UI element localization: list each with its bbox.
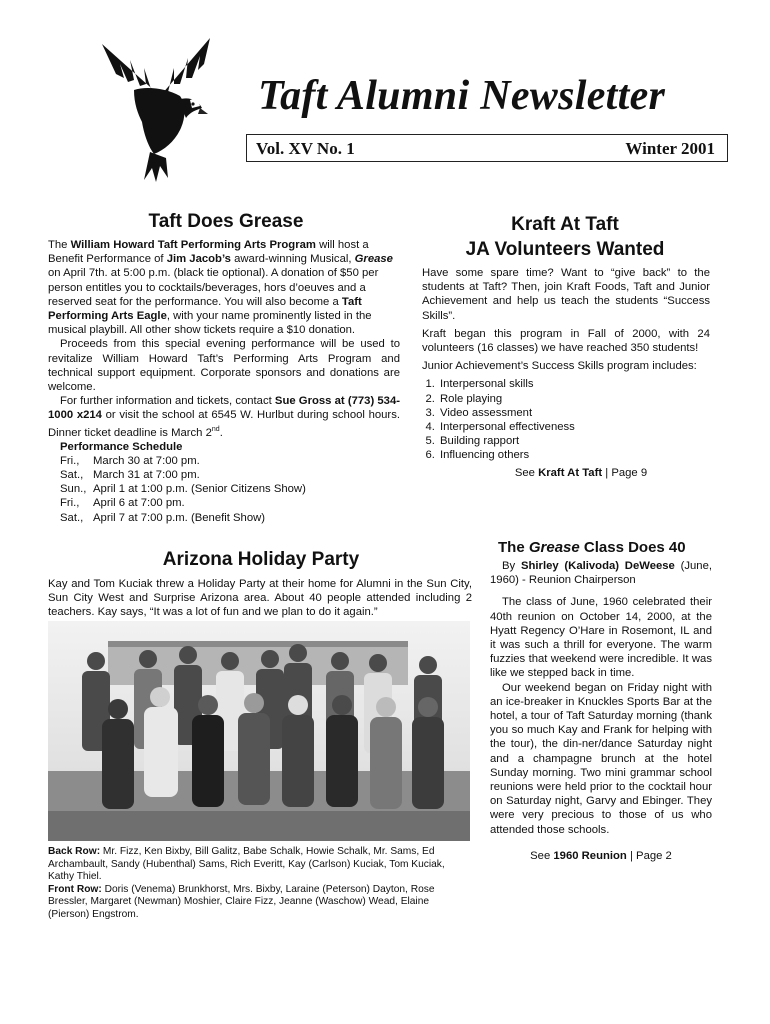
skill-item: 2. Role playing	[438, 392, 710, 406]
skill-item: 6. Influencing others	[438, 448, 710, 462]
kraft-continuation: See Kraft At Taft | Page 9	[514, 466, 648, 479]
schedule-title: Performance Schedule	[60, 440, 183, 453]
arizona-headline: Arizona Holiday Party	[162, 549, 360, 570]
grease-article	[48, 238, 400, 525]
schedule-day: Sat.,	[60, 469, 84, 482]
reunion-paragraph-1: The class of June, 1960 celebrated their 40th reunion on October 14, 2000, at the Hyatt Regency O’Hare in Rosemont, IL and it was such a thrill for everyone. The warm fuzzies that weekend were incredible. It was like we stepped back in time.	[490, 596, 712, 680]
kraft-headline: Kraft At Taft JA Volunteers Wanted	[465, 214, 665, 260]
skill-item: 1. Interpersonal skills	[438, 377, 710, 391]
kraft-paragraph-1: Have some spare time? Want to “give back” to the students at Taft? Then, join Kraft Foods, Taft and Junior Achievement and help us teach the students “Success Skills”.	[422, 267, 710, 322]
reunion-page-link[interactable]: 1960 Reunion	[553, 849, 627, 862]
grease-paragraph-3: For further information and tickets, contact Sue Gross at (773) 534-1000 x214 or visit the school at 6545 W. Hurlbut during school hours. Dinner ticket deadline is March 2nd.	[48, 395, 400, 439]
arizona-paragraph: Kay and Tom Kuciak threw a Holiday Party at their home for Alumni in the Sun City, Sun City West and Surprise Arizona area. About 40 people attended including 2 teachers. Kay says, “It was a lot of fun and we plan to do it again.”	[48, 578, 472, 619]
grease-paragraph-1: The William Howard Taft Performing Arts Program will host a Benefit Performance of Jim Jacob’s award-winning Musical, Grease on April 7th. at 5:00 p.m. (black tie optional). A donation of $50 per person entitles you to cocktails/beverages, hors d’oeuves and a reserved seat for the performance. You will also become a Taft Performing Arts Eagle, with your name prominently listed in the musical playbill. All other show tickets require a $10 donation.	[48, 239, 393, 337]
caption-back-row: Back Row: Mr. Fizz, Ken Bixby, Bill Galitz, Babe Schalk, Howie Schalk, Mr. Sams, Ed Archambault, Sandy (Hubenthal) Sams, Rich Everitt, Kay (Carlson) Kuciak, Tom Kuciak, Kathy Thiel.	[48, 846, 445, 883]
kraft-paragraph-2: Kraft began this program in Fall of 2000, with 24 volunteers (16 classes) we have reached 350 students!	[422, 327, 710, 355]
eagle-logo	[94, 34, 224, 184]
schedule-time: March 30 at 7:00 pm.	[93, 454, 200, 467]
schedule-time: March 31 at 7:00 pm.	[93, 469, 200, 482]
newsletter-title: Taft Alumni Newsletter	[258, 73, 666, 119]
reunion-article	[490, 559, 712, 863]
grease-paragraph-2: Proceeds from this special evening performance will be used to revitalize William Howard Taft’s Performing Arts Program and technical support equipment. Corporate sponsors and donations are welcome.	[48, 338, 400, 394]
skill-item: 4. Interpersonal effectiveness	[438, 420, 710, 434]
volume-number: Vol. XV No. 1	[256, 139, 355, 158]
issue-season: Winter 2001	[625, 139, 715, 158]
skill-item: 5. Building rapport	[438, 434, 710, 448]
caption-front-row: Front Row: Doris (Venema) Brunkhorst, Mrs. Bixby, Laraine (Peterson) Dayton, Rose Bressler, Margaret (Newman) Moshier, Claire Fizz, Jeanne (Waschow) Wead, Elaine (Pierson) Engstrom.	[48, 883, 435, 920]
schedule-day: Sun.,	[60, 483, 87, 496]
grease-headline: Taft Does Grease	[148, 211, 304, 232]
schedule-row	[60, 454, 400, 468]
performance-schedule	[48, 440, 400, 525]
schedule-time: April 1 at 1:00 p.m. (Senior Citizens Show)	[93, 483, 306, 496]
group-photo	[48, 621, 470, 841]
kraft-article	[422, 266, 710, 480]
kraft-page-link[interactable]: Kraft At Taft	[538, 466, 603, 479]
schedule-row	[60, 482, 400, 496]
photo-caption	[48, 846, 472, 922]
schedule-row	[60, 496, 400, 510]
schedule-row	[60, 468, 400, 482]
schedule-day: Sat.,	[60, 511, 84, 524]
skills-list	[422, 377, 710, 462]
schedule-day: Fri.,	[60, 454, 80, 467]
reunion-paragraph-2: Our weekend began on Friday night with an ice-breaker in Knuckles Sports Bar at the hotel, a tour of Taft Saturday morning (thank you so much Kay and Frank for helping with the tour), the din-ner/dance Saturday night and a champagne brunch at the hotel Sunday morning. Two mini grammar school reunions were held prior to the cocktail hour on Saturday night, Garvy and Ebinger. They were very precious to those of us who attended those schools.	[490, 681, 712, 836]
reunion-byline: By Shirley (Kalivoda) DeWeese (June, 1960) - Reunion Chairperson	[490, 560, 712, 587]
kraft-paragraph-3: Junior Achievement’s Success Skills program includes:	[422, 360, 697, 373]
reunion-continuation: See 1960 Reunion | Page 2	[530, 849, 672, 862]
skill-item: 3. Video assessment	[438, 406, 710, 420]
schedule-day: Fri.,	[60, 497, 80, 510]
issue-bar	[246, 134, 728, 162]
reunion-headline: The Grease Class Does 40	[498, 539, 686, 556]
schedule-time: April 7 at 7:00 p.m. (Benefit Show)	[93, 511, 266, 524]
schedule-row	[60, 511, 400, 525]
schedule-time: April 6 at 7:00 pm.	[93, 497, 185, 510]
